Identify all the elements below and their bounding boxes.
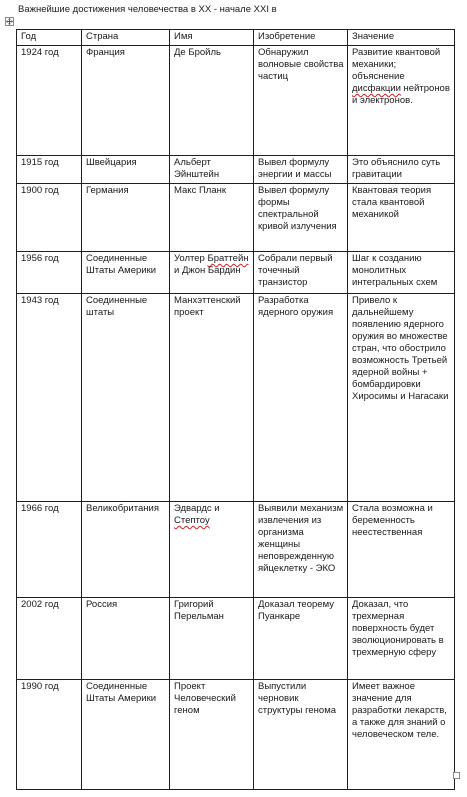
cell-year[interactable]: 2002 год <box>17 598 82 680</box>
header-year: Год <box>17 30 82 46</box>
header-country: Страна <box>82 30 170 46</box>
cell-year[interactable]: 1943 год <box>17 294 82 502</box>
cell-meaning[interactable]: Квантовая теория стала квантовой механикой <box>348 184 455 252</box>
cell-name[interactable]: Проект Человеческий геном <box>170 680 254 790</box>
move-arrows-icon <box>6 18 13 25</box>
cell-invention[interactable]: Разработка ядерного оружия <box>254 294 348 502</box>
cell-invention[interactable]: Вывел формулу формы спектральной кривой излучения <box>254 184 348 252</box>
cell-invention[interactable]: Доказал теорему Пуанкаре <box>254 598 348 680</box>
cell-meaning[interactable]: Стала возможна и беременность неестественная <box>348 502 455 598</box>
header-meaning: Значение <box>348 30 455 46</box>
name-text: и Джон Бардин <box>174 265 241 276</box>
cell-name[interactable]: Альберт Эйнштейн <box>170 156 254 184</box>
header-name: Имя <box>170 30 254 46</box>
cell-year[interactable]: 1956 год <box>17 252 82 294</box>
cell-country[interactable]: Соединенные Штаты Америки <box>82 252 170 294</box>
table-move-handle-icon[interactable] <box>5 17 14 26</box>
table-row <box>17 46 455 156</box>
cell-name[interactable]: Макс Планк <box>170 184 254 252</box>
cell-year[interactable]: 1990 год <box>17 680 82 790</box>
table-row <box>17 252 455 294</box>
table-row <box>17 156 455 184</box>
cell-invention[interactable]: Выпустили черновик структуры генома <box>254 680 348 790</box>
cell-invention[interactable]: Обнаружил волновые свойства частиц <box>254 46 348 156</box>
cell-year[interactable]: 1966 год <box>17 502 82 598</box>
table-row <box>17 184 455 252</box>
cell-meaning[interactable]: Имеет важное значение для разработки лекарств, а также для знаний о человеческом теле. <box>348 680 455 790</box>
table-header-row <box>17 30 455 46</box>
misspelled-word: Стептоу <box>174 515 210 526</box>
cell-meaning[interactable]: Это объяснило суть гравитации <box>348 156 455 184</box>
cell-country[interactable]: Франция <box>82 46 170 156</box>
document-title: Важнейшие достижения человечества в XX - начале XXI в <box>18 4 277 15</box>
cell-year[interactable]: 1915 год <box>17 156 82 184</box>
name-text: Эдвардс и <box>174 503 220 514</box>
cell-year[interactable]: 1900 год <box>17 184 82 252</box>
cell-invention[interactable]: Вывел формулу энергии и массы <box>254 156 348 184</box>
cell-country[interactable]: Германия <box>82 184 170 252</box>
cell-country[interactable]: Соединенные штаты <box>82 294 170 502</box>
table-row <box>17 598 455 680</box>
misspelled-word: Браттейн <box>207 253 249 264</box>
table-row <box>17 502 455 598</box>
cell-year[interactable]: 1924 год <box>17 46 82 156</box>
cell-name[interactable] <box>170 252 254 294</box>
cell-country[interactable]: Соединенные Штаты Америки <box>82 680 170 790</box>
meaning-text: нейтронов и электронов. <box>352 83 450 106</box>
cell-country[interactable]: Швейцария <box>82 156 170 184</box>
table-resize-handle-icon[interactable] <box>453 772 460 779</box>
misspelled-word: дисфакции <box>352 83 401 94</box>
cell-name[interactable]: Григорий Перельман <box>170 598 254 680</box>
cell-meaning[interactable]: Привело к дальнейшему появлению ядерного оружия во множестве стран, что обострило возможность Третьей ядерной войны + бомбардировки Хиросимы и Нагасаки <box>348 294 455 502</box>
cell-country[interactable]: Россия <box>82 598 170 680</box>
cell-name[interactable]: Де Бройль <box>170 46 254 156</box>
cell-invention[interactable]: Собрали первый точечный транзистор <box>254 252 348 294</box>
table-row <box>17 680 455 790</box>
meaning-text: Развитие квантовой механики; объяснение <box>352 47 441 82</box>
cell-country[interactable]: Великобритания <box>82 502 170 598</box>
header-invention: Изобретение <box>254 30 348 46</box>
cell-invention[interactable]: Выявили механизм извлечения из организма женщины неповрежденную яйцеклетку - ЭКО <box>254 502 348 598</box>
cell-meaning[interactable]: Шаг к созданию монолитных интегральных схем <box>348 252 455 294</box>
cell-meaning[interactable]: Доказал, что трехмерная поверхность будет эволюционировать в трехмерную сферу <box>348 598 455 680</box>
cell-name[interactable] <box>170 502 254 598</box>
cell-name[interactable]: Манхэттенский проект <box>170 294 254 502</box>
cell-meaning[interactable] <box>348 46 455 156</box>
table-row <box>17 294 455 502</box>
name-text: Уолтер <box>174 253 208 264</box>
achievements-table <box>16 29 455 790</box>
